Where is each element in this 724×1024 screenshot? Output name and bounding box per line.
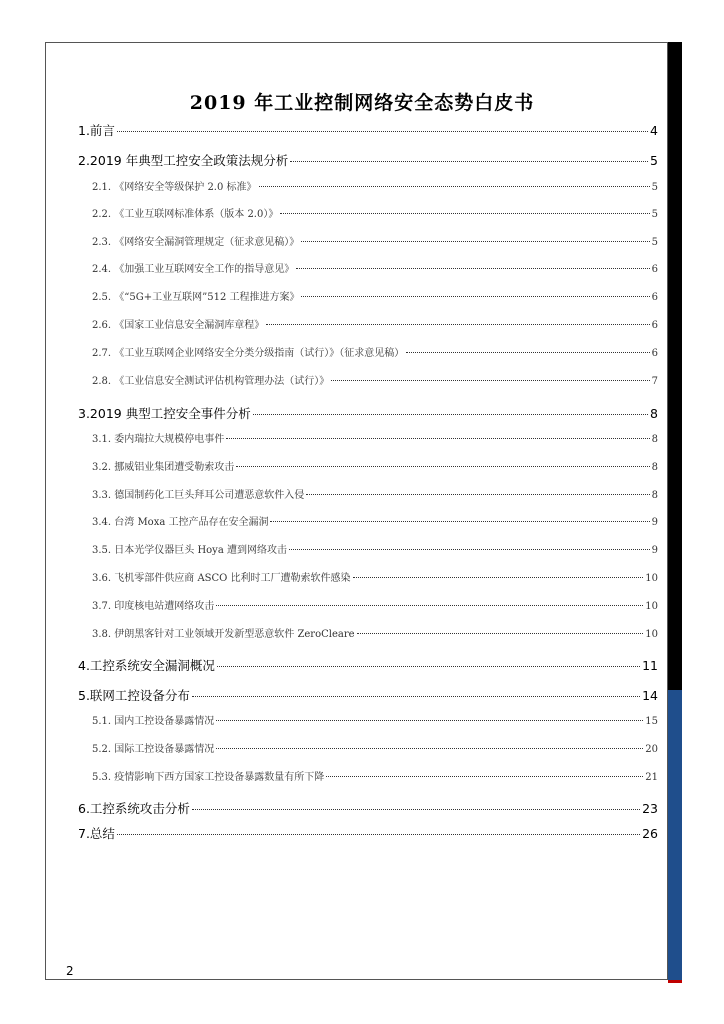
toc-label: 2.4. 《加强工业互联网安全工作的指导意见》 bbox=[92, 264, 295, 275]
toc-leader bbox=[406, 352, 649, 353]
toc-page: 6 bbox=[651, 320, 658, 331]
toc-page: 6 bbox=[651, 292, 658, 303]
toc-entry-5[interactable] bbox=[78, 686, 658, 704]
toc-leader bbox=[353, 577, 644, 578]
toc-leader bbox=[117, 834, 640, 835]
toc-page: 26 bbox=[642, 826, 658, 841]
toc-page: 20 bbox=[645, 744, 658, 755]
toc-label: 2.1. 《网络安全等级保护 2.0 标准》 bbox=[92, 182, 257, 193]
toc-leader bbox=[226, 438, 649, 439]
toc-entry-2-8[interactable] bbox=[92, 372, 658, 387]
toc-page: 6 bbox=[651, 264, 658, 275]
toc-leader bbox=[289, 549, 650, 550]
toc-entry-5-3[interactable] bbox=[92, 768, 658, 783]
toc-entry-2-7[interactable] bbox=[92, 344, 658, 359]
toc-label: 2.3. 《网络安全漏洞管理规定（征求意见稿）》 bbox=[92, 237, 300, 248]
toc-entry-3-4[interactable] bbox=[92, 513, 658, 528]
toc-entry-3-7[interactable] bbox=[92, 597, 658, 612]
toc-leader bbox=[301, 296, 649, 297]
toc-page: 4 bbox=[650, 123, 658, 138]
toc-label: 2.8. 《工业信息安全测试评估机构管理办法（试行）》 bbox=[92, 376, 330, 387]
toc-label: 7.总结 bbox=[78, 826, 115, 841]
toc-leader bbox=[296, 268, 649, 269]
toc-page: 10 bbox=[645, 573, 658, 584]
toc-page: 9 bbox=[651, 545, 658, 556]
toc-entry-7[interactable] bbox=[78, 824, 658, 842]
toc-label: 4.工控系统安全漏洞概况 bbox=[78, 658, 215, 673]
toc-label: 3.4. 台湾 Moxa 工控产品存在安全漏洞 bbox=[92, 517, 269, 528]
toc-label: 3.2019 典型工控安全事件分析 bbox=[78, 406, 251, 421]
toc-leader bbox=[217, 666, 640, 667]
toc-page: 6 bbox=[651, 348, 658, 359]
toc-label: 3.5. 日本光学仪器巨头 Hoya 遭到网络攻击 bbox=[92, 545, 287, 556]
toc-page: 8 bbox=[650, 406, 658, 421]
toc-entry-5-1[interactable] bbox=[92, 712, 658, 727]
toc-leader bbox=[306, 494, 649, 495]
toc-label: 5.3. 疫情影响下西方国家工控设备暴露数量有所下降 bbox=[92, 772, 325, 783]
toc-entry-3-1[interactable] bbox=[92, 430, 658, 445]
toc-label: 3.3. 德国制药化工巨头拜耳公司遭恶意软件入侵 bbox=[92, 490, 305, 501]
toc-entry-2-3[interactable] bbox=[92, 233, 658, 248]
toc-leader bbox=[216, 720, 643, 721]
toc-label: 2.6. 《国家工业信息安全漏洞库章程》 bbox=[92, 320, 265, 331]
toc-page: 8 bbox=[651, 490, 658, 501]
toc-leader bbox=[290, 161, 648, 162]
toc-entry-3-5[interactable] bbox=[92, 541, 658, 556]
toc-leader bbox=[236, 466, 649, 467]
toc-leader bbox=[266, 324, 649, 325]
toc-page: 15 bbox=[645, 716, 658, 727]
toc-page: 5 bbox=[651, 209, 658, 220]
toc-label: 2.2. 《工业互联网标准体系（版本 2.0）》 bbox=[92, 209, 279, 220]
toc-entry-2-4[interactable] bbox=[92, 260, 658, 275]
toc-label: 1.前言 bbox=[78, 123, 115, 138]
toc-page: 8 bbox=[651, 462, 658, 473]
toc-entry-2-1[interactable] bbox=[92, 178, 658, 193]
toc-page: 5 bbox=[650, 153, 658, 168]
toc-leader bbox=[280, 213, 649, 214]
toc-entry-2-6[interactable] bbox=[92, 316, 658, 331]
toc-label: 5.1. 国内工控设备暴露情况 bbox=[92, 716, 215, 727]
toc-entry-2-2[interactable] bbox=[92, 205, 658, 220]
toc-page: 9 bbox=[651, 517, 658, 528]
toc-leader bbox=[259, 186, 650, 187]
toc-label: 3.1. 委内瑞拉大规模停电事件 bbox=[92, 434, 225, 445]
toc-label: 3.8. 伊朗黑客针对工业领域开发新型恶意软件 ZeroCleare bbox=[92, 629, 355, 640]
toc-label: 5.2. 国际工控设备暴露情况 bbox=[92, 744, 215, 755]
toc-page: 23 bbox=[642, 801, 658, 816]
toc-page: 21 bbox=[645, 772, 658, 783]
toc-leader bbox=[357, 633, 644, 634]
toc-leader bbox=[270, 521, 649, 522]
toc-label: 2.7. 《工业互联网企业网络安全分类分级指南（试行）》（征求意见稿） bbox=[92, 348, 405, 359]
toc-entry-3-6[interactable] bbox=[92, 569, 658, 584]
document-title: 2019 年工业控制网络安全态势白皮书 bbox=[189, 92, 535, 114]
toc-entry-5-2[interactable] bbox=[92, 740, 658, 755]
toc-entry-3-3[interactable] bbox=[92, 486, 658, 501]
toc-page: 5 bbox=[651, 182, 658, 193]
toc-leader bbox=[216, 748, 643, 749]
toc-leader bbox=[192, 809, 640, 810]
toc-label: 2.2019 年典型工控安全政策法规分析 bbox=[78, 153, 289, 168]
toc-leader bbox=[216, 605, 643, 606]
toc-leader bbox=[331, 380, 649, 381]
toc-entry-4[interactable] bbox=[78, 656, 658, 674]
toc-entry-2[interactable] bbox=[78, 151, 658, 169]
toc-label: 3.7. 印度核电站遭网络攻击 bbox=[92, 601, 215, 612]
toc-page: 7 bbox=[651, 376, 658, 387]
toc-entry-1[interactable] bbox=[78, 121, 658, 139]
toc-label: 2.5. 《“5G+工业互联网”512 工程推进方案》 bbox=[92, 292, 300, 303]
toc-label: 6.工控系统攻击分析 bbox=[78, 801, 190, 816]
toc-leader bbox=[253, 414, 648, 415]
toc-page: 14 bbox=[642, 688, 658, 703]
toc-leader bbox=[192, 696, 640, 697]
toc-page: 11 bbox=[642, 658, 658, 673]
toc-leader bbox=[117, 131, 648, 132]
page-number: 2 bbox=[66, 964, 74, 978]
toc-entry-3-2[interactable] bbox=[92, 458, 658, 473]
toc-entry-6[interactable] bbox=[78, 799, 658, 817]
toc-label: 3.6. 飞机零部件供应商 ASCO 比利时工厂遭勒索软件感染 bbox=[92, 573, 351, 584]
toc-label: 5.联网工控设备分布 bbox=[78, 688, 190, 703]
toc-entry-2-5[interactable] bbox=[92, 288, 658, 303]
toc-entry-3[interactable] bbox=[78, 404, 658, 422]
toc-leader bbox=[301, 241, 649, 242]
toc-label: 3.2. 挪威铝业集团遭受勒索攻击 bbox=[92, 462, 235, 473]
toc-page: 10 bbox=[645, 601, 658, 612]
toc-leader bbox=[326, 776, 643, 777]
toc-page: 8 bbox=[651, 434, 658, 445]
toc-page: 10 bbox=[645, 629, 658, 640]
toc-entry-3-8[interactable] bbox=[92, 625, 658, 640]
toc-page: 5 bbox=[651, 237, 658, 248]
